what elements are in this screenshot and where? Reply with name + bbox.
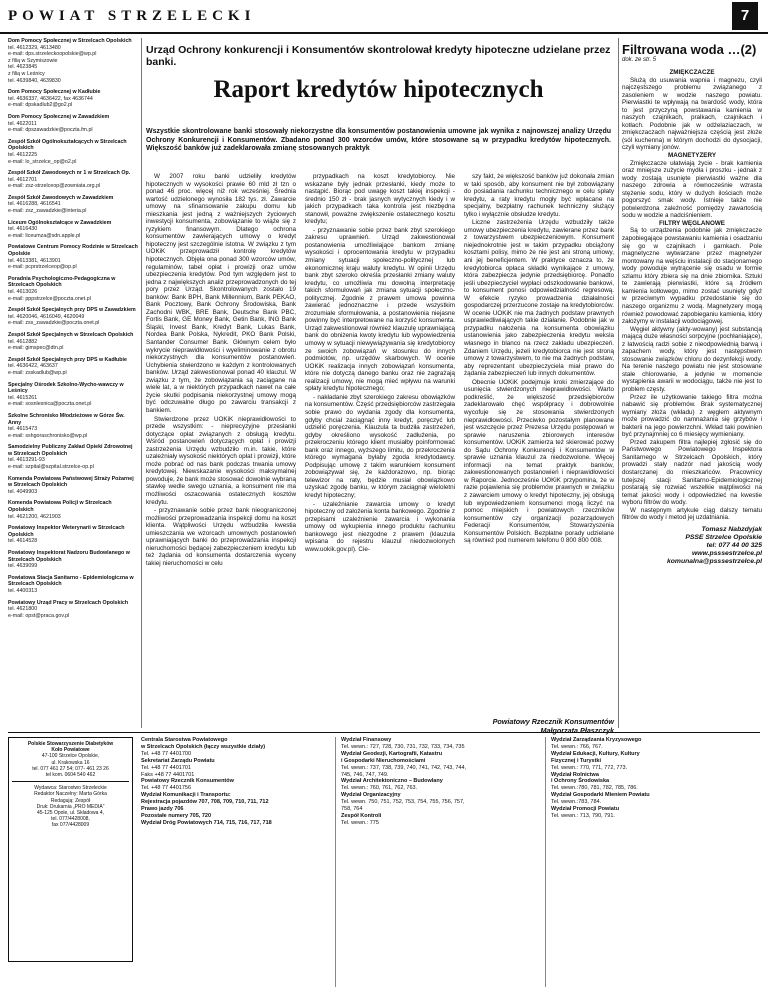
publisher-line: ul. Krakowska 16 [51,759,90,766]
side-signature-line: Tomasz Nabzdyjak [701,525,762,533]
institution-contact: e-mail: opst@praca.gov.pl [8,612,70,619]
article-column-2 [305,173,455,728]
publisher-box [8,737,133,962]
page-header [0,0,768,38]
institution-entry [8,357,138,377]
institution-contact: tel. 4623845 [8,64,38,71]
directory-line: Zespół Kontroli [341,812,382,819]
institution-name: Dom Pomocy Społecznej w Strzelcach Opolskich [8,38,132,44]
institution-contact: tel. 4639099 [8,563,38,570]
institution-contact: tel. 4614528 [8,538,38,545]
institution-entry [8,444,138,470]
directory-line: Pozostałe numery 705, 720 [141,812,212,819]
institution-contact: tel. 4621800 [8,606,38,613]
institution-entry [8,170,138,190]
institution-contact: tel. 4615261 [8,394,38,401]
institution-name: Zespół Szkół Specjalnych przy DPS w Zawadzkiem [8,307,136,314]
institution-entry [8,89,138,109]
institution-contact: e-mail: dpskadlub2@go2.pl [8,102,73,109]
directory-line: Tel. +48 77 4401700 [141,750,192,757]
institution-name: Poradnia Psychologiczno-Pedagogiczna w Strzelcach Opolskich [8,275,116,289]
institution-entry [8,476,138,496]
directory-line: Wydział Finansowy [341,737,392,743]
directory-line: Faks +48 77 4401701 [141,771,195,778]
column-divider [141,38,142,728]
institution-entry [8,114,138,134]
directory-line: Wydział Rolnictwa [551,771,599,778]
institution-name: Zespół Szkół Zawodowych nr 1 w Strzelcach Op. [8,170,131,177]
institution-contact: e-mail: lo_strzelce_op@o2.pl [8,158,77,165]
phone-directory-col-3 [551,737,756,820]
article-paragraph: przypadkach na koszt kredytobiorcy. Nie wskazane były jednak przesłanki, kiedy może to nastąpić. Biorąc pod uwagę koszt takiej inspekcji - średnio 150 zł - brak jasnych wytycznych kiedy i w jakich przypadkach taka kontrola jest niezbędna stanowił, poważne zwiększenie ostatecznego kosztu kredytu; [305,173,455,226]
directory-line: Tel. wewn.: 770, 771, 772, 773. [551,764,628,771]
publisher-line: fax 077/4428009 [51,822,90,829]
directory-line: Wydział Dróg Powiatowych 714, 715, 716, 717, 718 [141,819,272,826]
institution-entry [8,382,138,408]
signature-name: Małgorzata Płaszczyk [540,725,614,735]
directory-line: Tel. +48 77 4401701 [141,764,192,771]
side-paragraph: Służą do usuwania wapnia i magnezu, czyli najczęstszego problemu związanego z zasoleniem w wodzie naszego powiatu. Pierwiastki te wpływają na twardość wody, która to jest przyczyną powstawania kamienia w naszych czajnikach, pralkach, czajnikach i kotłach. Podobnie jak w odżelaziaczach, w zmiękczaczach najważniejsza częścią jest złoże (sól kuchenna) w którym dochodzi do dysocjacji, czyli wymiany jonów. [622,76,762,152]
directory-line: Centrala Starostwa Powiatowego [141,737,228,743]
side-paragraph: W następnym artykule ciąg dalszy tematu filtrów do wody i metod jej uzdatniania. [622,506,762,522]
institution-contact: tel. 4639840, 4639830 [8,77,61,84]
institution-entry [8,550,138,570]
institution-contact: e-mail: zsskadlub@wp.pl [8,369,67,376]
institution-contact: e-mail: zsz-strzelceop@zowniata.org.pl [8,183,101,190]
side-article-signature [622,526,762,566]
directory-line: Tel. +48 77 4401756 [141,785,192,792]
side-paragraph: Przez ile użytkowanie takiego filtra można nabawić się problemów. Brak systematycznej wymiany złoża (wkładu) z węglem aktywnym może prowadzić do namnażania się grzybów i bakterii na jego powierzchni. Wkład taki powinien być przynajmniej co 6 miesięcy wymieniany. [622,393,762,439]
directory-line: Tel. wewn.: 775 [341,819,379,826]
publisher-info [12,785,129,828]
side-article-body [622,69,762,522]
directory-line: Wydział Komunikacji i Transportu: [141,792,231,799]
publisher-line: Druk: Drukarnia „PRO MEDIA” [36,803,105,810]
institution-contact: tel. 4613026 [8,289,38,295]
institution-contact: tel. 4612701 [8,176,38,183]
directory-line: Tel. wewn.:783, 784. [551,799,602,806]
institution-contact: tel. 4616430 [8,226,38,233]
side-signature-line: PSSE Strzelce Opolskie [685,533,762,541]
directory-line: Wydział Promocji Powiatu [551,806,620,813]
institution-contact: e-mail: pppstrzelce@poczta.onet.pl [8,295,91,302]
institution-entry [8,500,138,520]
institution-contact: e-mail: gimspec@dtn.pl [8,345,64,352]
institution-entry [8,332,138,352]
institution-contact: tel. 4622011 [8,120,37,127]
directory-line: Wydział Geodezji, Kartografii, Katastru [341,750,443,757]
institution-entry [8,139,138,165]
directory-line: Rejestracja pojazdów 707, 708, 709, 710, 711, 712 [141,799,269,806]
institution-name: Samodzielny Publiczny Zakład Opieki Zdrowotnej w Strzelcach Opolskich [8,444,133,457]
side-signature-line: tel: 077 44 00 325 [706,541,762,549]
institution-name: Dom Pomocy Społecznej w Zawadzkiem [8,113,110,120]
institution-contact: e-mail: szpital@szpital.strzelce-op.pl [8,464,94,471]
institution-contact: e-mail: dps.strzeleckoopolskie@wp.pl [8,51,97,58]
directory-line: Powiatowy Rzecznik Konsumentów [141,778,234,785]
publisher-line: tel. 077 461 27 54; 077- 461 23 26 [32,765,109,772]
institution-name: Komenda Powiatowa Policji w Strzelcach Opolskich [8,500,112,514]
institution-name: Zespół Szkół Ogólnokształcących w Strzelcach Opolskich [8,138,127,152]
side-paragraph: Zmiękczacze ułatwiają życie - brak kamienia oraz mniejsze zużycie mydła i proszku - jednak z wody zostają usunięte pierwiastki ważne dla naszego zdrowia a równocześnie wzrasta stężenie sodu, który w dużych ilościach może pogorszyć smak wody. Istnieje także nie potwierdzona zależność pomiędzy zawartością sodu w wodzie a nadciśnieniem. [622,159,762,220]
institution-name: Dom Pomocy Społecznej w Kadłubie [8,89,101,96]
institution-entry [8,195,138,215]
directory-line: Wydział Architektoniczno – Budowlany [341,778,443,785]
signature-role: Powiatowy Rzecznik Konsumentów [492,717,614,726]
article-column-1 [146,173,296,728]
institution-contact: z filią w Szymiszowie [8,57,58,64]
directory-line: Wydział Edukacji, Kultury, Kultury [551,750,640,757]
side-subheading: FILTRY WĘGLANOWE [659,219,725,227]
directory-line: Tel. wewn.: 737, 738, 739, 740, 741, 742, 743, 744, [341,764,467,771]
institution-entry [8,525,138,545]
institution-contact: tel. 4636422, 463637 [8,363,58,370]
publisher-line: Redagują: Zespół [50,797,91,804]
publisher-line: Polskie Stowarzyszenie Diabetyków [27,741,114,747]
directory-line: Tel. wewn.: 727, 728, 730, 731, 732, 733, 734, 735 [341,743,465,750]
publisher-line: 45-125 Opole, ul. Składowa 4, [37,810,104,817]
article-paragraph: Liczne zastrzeżenia Urzędu wzbudziły także umowy ubezpieczenia kredytu, zawierane przez bank z towarzystwem ubezpieczeniowym. Konsument niejednokrotnie jest w takim przypadku obciążony kosztami polisy, mimo że nie jest ani stroną umowy, ani jej beneficjentem. W praktyce oznacza to, że kredytobiorca opłaca składki wynikające z umowy, która zabezpiecza jedynie przedsiębiorcę. Ponadto jeśli ubezpieczyciel wypłaci odszkodowanie bankowi, to konsument ponosi odpowiedzialność regresową. W efekcie ryzyko prowadzenia działalności gospodarczej przerzucone zostaje na kredytobiorców. W ocenie UOKiK nie ma żadnych podstaw prawnych usprawiedliwiających takie działanie. Podobnie jak w przypadku nałożenia na konsumenta obowiązku ustanowienia jako zabezpieczenia kredytu weksla własnego in blanco na rzecz zakładu ubezpieczeń. Zdaniem Urzędu, jeżeli kredytobiorca nie jest stroną umowy z towarzystwem, to nie ma żadnych podstaw, aby reprezentant ubezpieczyciela miał prawo do żądania zabezpieczeń lub innych dokumentów. [464,219,614,378]
side-subheading: MAGNETYZERY [667,152,717,160]
institution-contact: e-mail: dpszawadzkie@poczta.fm.pl [8,127,93,134]
side-paragraph: Są to urządzenia podobnie jak zmiękczacze zapobiegające powstawaniu kamienia i osadzaniu się go w czajnikach i garnkach. Pole magnetyczne wytwarzane przez magnetyzer montowany na wejściu instalacji do stacjonarnego wody powoduje wytrącenie się osadu w formie szlamu który zbiera się na dnie zbiornika. Sztuki te zawierają pierwiastki, które są źródłem kamienia kotłowego, mimo zostać usunięty gdyż w przeciwnym wypadku przedostanie się do naszego organizmu z wodą. Magnetyzery mogą również powodować zapobieganiu kamienia, który założymy w instalacji wodociągowej. [622,227,762,326]
footer-directory [8,732,760,988]
institution-contact: tel. 4612329, 4613480 [8,44,61,51]
institution-entry [8,307,138,327]
institution-name: Powiatowy Urząd Pracy w Strzelcach Opolskich [8,599,129,606]
institution-contact: tel. 4613291-93 [8,457,45,464]
phone-directory-col-1 [141,737,331,827]
newspaper-title: POWIAT STRZELECKI [8,8,256,24]
institution-entry [8,276,138,302]
side-paragraph: Węgiel aktywny (akty-wowany) jest substancją mającą duże własności sorpcyjne (pochłaniające), z łatwością radzi sobie z nieodpowiednią barwą i zapachem wody, który jest następstwem stosowanie związków chloru do dezynfekcji wody. Na terenie naszego powiatu nie jest stosowane stałe chlorowanie, a jedynie w momencie wystąpienia awarii w wodociągu, także nie jest to problem częsty. [622,325,762,393]
institution-contact: tel. 4400313 [8,587,38,594]
institution-contact: e-mail: pcprstrzelceop@op.pl [8,264,77,271]
footer-divider [335,737,336,987]
article-paragraph: - przyznawanie sobie przez bank nieograniczonej możliwości przeprowadzania inspekcji domu na koszt klienta. Wątpliwości Urzędu wzbudziła kwestia umieszczania we wzorcach umownych postanowień uprawniających banki do przeprowadzania inspekcji nieruchomości będącej zabezpieczeniem kredytu lub też żądania od konsumenta dostarczenia wyceny takiej nieruchomości w celu [146,507,296,567]
article-paragraph: Obecnie UOKiK podejmuje kroki zmierzające do usunięcia stwierdzonych nieprawidłowości. Warto podkreślić, że większość przedsiębiorców zadeklarowało chęć współpracy i dobrowolnie wycofuje się ze stosowania stwierdzonych nieprawidłowości. Przeciwko pozostałym planowane jest wszczęcie przez Prezesa Urzędu postępowań w sprawie naruszenia zbiorowych interesów konsumentów. UOKiK zamierza też skierować pozwy do Sądu Ochrony Konkurencji i Konsumentów w sprawie uznania klauzul za niedozwolone. Więcej informacji na temat praktyk banków, zakwestionowanych postanowień i nieprawidłowości w Raporcie. Jednocześnie UOKiK przypomina, że w razie pojawienia się problemów prawnych w związku z zawarciem umowy o kredyt hipoteczny, jej obsługą lub wypowiedzeniem konsumenci mogą liczyć na pomoc miejskich i powiatowych rzeczników konsumentów czy organizacji pozarządowych Federacji Konsumentów, Stowarzyszenia Konsumentów Polskich. Bezpłatne porady udzielane są również pod numerem telefonu 0 800 800 008. [464,378,614,545]
institution-name: Szkolne Schronisko Młodzieżowe w Górze Św. Anny [8,412,125,426]
institution-name: Liceum Ogólnokształcące w Zawadzkiem [8,219,112,226]
directory-line: 758, 764 [341,806,363,813]
institution-name: Zespół Szkół Specjalnych w Strzelcach Opolskich [8,331,134,338]
institution-contact: tel. 4613381, 4613901 [8,257,61,264]
institution-entry [8,220,138,240]
publisher-line: 47-100 Strzelce Opolskie, [41,753,100,760]
side-signature-line: www.psssestrzelce.pl [691,549,762,557]
directory-line: 745, 746, 747, 749. [341,771,389,778]
publisher-line: tel. 077/4428008, [51,816,90,823]
directory-line: Wydział Gospodarki Mieniem Powiatu [551,792,650,799]
institution-name: Powiatowy Inspektorat Nadzoru Budowlanego w Strzelcach Opolskich [8,550,130,563]
institution-contact: tel. 4636337, 4636422, fax 4636744 [8,95,93,102]
institution-contact: tel. 4621200, 4621903 [8,513,61,520]
side-subheading: ZMIĘKCZACZE [669,69,715,76]
publisher-line: Koło Powiatowe [51,747,90,754]
article-column-3 [464,173,614,728]
directory-line: Wydział Zarządzania Kryzysowego [551,737,642,743]
side-signature-line: komunalna@psssestrzelce.pl [666,557,762,565]
article-paragraph: Stwierdzone przez UOKiK nieprawidłowości to przede wszystkim: - nieprecyzyjne przesłanki dotyczące opłat związanych z obsługą kredytu. Wśród postanowień dotyczących opłat i prowizji zastrzeżenia Urzędu wzbudziło m.in. takie, które uzależniały wysokość niektórych opłat i prowizji, które może pobrać od nas bank podczas trwania umowy kredytowej. Niewskazanie wysokości maksymalnej powoduje, że bank może stosować dowolnie wybraną stawkę wedle swego uznania, a konsument nie ma możliwości oszacowania ostatecznych kosztów kredytu. [146,415,296,506]
article-kicker: Urząd Ochrony konkurencji i Konsumentów skontrolował kredyty hipoteczne udzielane przez banki. [146,44,611,68]
institution-name: Powiatowe Centrum Pomocy Rodzinie w Strzelcach Opolskie [8,244,138,258]
institution-name: Zespół Szkół Specjalnych przy DPS w Kadłubie [8,356,127,363]
institution-contact: e-mail: zss_zawadzkie@poczta.onet.pl [8,320,100,327]
article-paragraph: - nakładanie zbyt szerokiego zakresu obowiązków na konsumentów. Część przedsiębiorców zastrzegała sobie prawo do wydania zgody dla konsumenta, gdyby chciał zaciągnąć inny kredyt, poręczyć lub udzielić poręczenia. Klauzula ta budziła zastrzeżeń, gdyby określiono wysokość zadłużenia, po przekroczeniu którego klient musiałby poinformować bank oraz innego, wyższego limitu, do przekroczenia którego wymagana byłaby zgoda kredytodawcy. Podpisując umowę z takim warunkiem konsument zobowiązywał się, że każdorazowo, np. biorąc telewizor na raty, będzie musiał obowiązkowo uzyskać zgodę banku, w którym zaciągnął wieloletni kredyt hipoteczny; [305,393,455,499]
directory-line: Tel. wewn.:780, 781, 782, 785, 786. [551,785,638,792]
side-article-continued: dok. ze str. 5 [622,57,657,63]
side-paragraph: Przed zakupem filtra najlepiej zgłosić się do Państwowego Powiatowego Inspektora Sanitarnego w Strzelcach Opolskich, który prowadzi stały nadzór nad jakością wody dostarczanej do mieszkańców. Pracownicy tutejszej stacji Sanitarno-Epidemiologicznej postarają się rozwiać wszelkie wątpliwości na temat jakości wody i odpowiedzieć na kwestie wyboru filtrów do wody. [622,438,762,507]
institution-contact: tel. 4620046, 4616049, 4620049 [8,313,85,320]
directory-line: Wydział Organizacyjny [341,792,401,799]
institution-contact: tel. 4615473 [8,426,38,433]
publisher-line: Wydawca: Starostwo Strzeleckie [34,785,107,792]
institution-name: Zespół Szkół Zawodowych w Zawadzkiem [8,194,114,201]
institution-entry [8,38,138,84]
directory-line: Tel. wewn.: 713, 790, 791. [551,812,615,819]
article-paragraph: W 2007 roku banki udzieliły kredytów hipotecznych w wysokości prawie 60 mld zł tzn o ponad 46 proc. więcej niż rok wcześniej. Średnia wartość udzielonego wynosiła 182 tys. zł. Zawarcie umowy na sfinansowanie zakupu domu lub mieszkania jest jedną z ważniejszych życiowych inwestycji konsumenta, zobowiązanie to wiąże się z ryzykiem finansowym. Dlatego ochrona konsumentów zawierających umowy o kredyt hipoteczny jest szczególnie istotna. W związku z tym UOKiK przeprowadził kontrolę kredytów hipotecznych. Objęła ona ponad 300 wzorców umów, regulaminów, tabel opłat i prowizji oraz umów ubezpieczenia kredytów. Pod tym względem jest to jedna z największych analiz przeprowadzonych do tej pory przez Urząd. Skontrolowanych zostało 19 banków: Bank BPH, Bank Millennium, Bank PEKAO, Bank Pocztowy, Bank Ochrony Środowiska, Bank Zachodni WBK, BRE Bank, Deutsche Bank PBC, Fortis Bank, GE Money Bank, Getin Bank, ING Bank Śląski, Invest Bank, Kredyt Bank, Lukas Bank, Nordea Bank Polska, Nykredit, PKO Bank Polski, Santander Consumer Bank. Głównym celem było wykrycie nieprawidłowości i wyeliminowanie z obrotu niekorzystnych dla konsumentów postanowień. Uchybienia stwierdzono w każdym z kontrolowanych banków. Urząd zakwestionował ponad 40 klauzul. W związku z tym, że zobowiązania są zaciągane na wiele lat, a w niektórych przypadkach nawet na całe życie skutki podpisania niekorzystnej umowy mogą być odczuwalne długo po zawarciu transakcji z bankiem. [146,173,296,414]
institution-contact: e-mail: sshgoraschronisko@wp.pl [8,432,88,439]
directory-line: i Gospodarki Nieruchomościami [341,757,426,764]
phone-directory-col-2 [341,737,541,827]
directory-line: Tel. wewn.: 766, 767. [551,743,603,750]
institution-entry [8,413,138,439]
article-paragraph: - przyznawanie sobie przez bank zbyt szerokiego zakresu uprawnień. Urząd zakwestionował postanowienia umożliwiające bankom zmianę wysokości i oprocentowania kredytu w przypadku zmiany sytuacji społeczno-politycznej lub ekonomicznej kraju waluty kredytu. W opinii Urzędu bank zbyt szeroko określa przesłanki zmiany waluty kredytu, co umożliwia mu dowolną interpretację takich sformułowań jak zmiana sytuacji społeczno-politycznej. Zgodnie z prawem umowa powinna zawierać jednoznaczne i przede wszystkim zrozumiałe sformułowania, a postanowienia niejasne powinny być interpretowane na korzyść konsumenta. Urząd zakwestionował również klauzulę uprawniającą bank do obniżenia kwoty kredytu lub wypowiedzenia umowy w sytuacji niewywiązywania się kredytobiorcy ze swoich zobowiązań w stosunku do innych podmiotów, np. urzędów skarbowych. W ocenie UOKiK realizacja innych zobowiązań konsumenta, które nie dotyczą danego banku oraz nie zagrażają realizacji umowy, nie mogą mieć wpływu na warunki spłaty kredytu hipotecznego; [305,226,455,393]
institution-contact: z filią w Leśnicy [8,70,45,77]
directory-line: Fizycznej i Turystki [551,757,602,764]
institution-contact: e-mail: zsz_zawadzkie@interia.pl [8,208,87,215]
page-number: 7 [732,2,758,30]
association-info [12,741,129,778]
institution-contact: tel. 4612225 [8,151,38,158]
publisher-line: tel kom. 0604 540 462 [45,772,96,779]
column-divider-right [618,38,619,728]
directory-line: Prawo jazdy 706 [141,806,184,813]
institution-entry [8,244,138,270]
institution-contact: tel. 4049903 [8,488,38,495]
article-paragraph: - uzależnianie zawarcia umowy o kredyt hipoteczny od założenia konta bankowego. Zgodnie z przepisami uzależnienie zawarcia i wykonania umowy od wykupienia innego produktu rachunku bankowego jest niezgodne z prawem (klauzula wpisana do rejestru klauzul niedozwolonych www.uokik.gov.pl). Cie- [305,500,455,553]
directory-line: Sekretariat Zarządu Powiatu [141,757,215,764]
publisher-line: Redaktor Naczelny: Marta Górka [34,791,107,798]
institution-name: Komenda Powiatowa Państwowej Straży Pożarnej w Strzelcach Opolskich [8,475,134,489]
institution-contact: tel. 4616288, 4616541 [8,201,61,208]
institution-contact: e-mail: sosnlesnica@poczta.onet.pl [8,401,92,408]
institution-entry [8,575,138,595]
directory-line: w Strzelcach Opolskich (łączy wszystkie działy) [141,743,266,750]
institution-name: Powiatowa Stacja Sanitarno - Epidemiologiczna w Strzelcach Opolskich [8,574,134,588]
side-article-title: Filtrowana woda …(2) [622,42,757,57]
directory-line: Tel. wewn. 750, 751, 752, 753, 754, 755, 756, 757, [341,799,465,806]
institution-contact: e-mail: liceumza@sdn.apple.pl [8,232,81,239]
side-article [622,42,762,722]
directory-line: i Ochrony Środowiska [551,778,610,785]
article-lead: Wszystkie skontrolowane banki stosowały niekorzystne dla konsumentów postanowienia umowne jak wynika z najnowszej analizy Urzędu Ochrony Konkurencji i Konsumentów. Zbadano ponad 300 wzorców umów, które stosowane są w przypadku kredytów hipotecznych. Większość banków już zadeklarowała zmianę stosowanych praktyk [146,128,611,153]
footer-divider [545,737,546,987]
institutions-sidebar [8,38,138,728]
institution-contact: tel. 4612882 [8,338,38,345]
institution-name: Powiatowy Inspektor Weterynarii w Strzelcach Opolskich [8,525,125,538]
article-title: Raport kredytów hipotecznych [213,76,544,103]
article-paragraph: szy fakt, że większość banków już dokonała zmian w taki sposób, aby konsument nie był zobowiązany do posiadania rachunku technicznego w celu spłaty kredytu, a raty kredytu mogły być wpłacane na specjalny, bezpłatny rachunek techniczny służący tylko i wyłącznie obsłudze kredytu. [464,173,614,218]
directory-line: Tel. wewn.: 760, 761, 762, 763. [341,785,418,792]
header-rule [0,32,768,34]
institution-entry [8,600,138,620]
institution-name: Specjalny Ośrodek Szkolno-Wycho-wawczy w Leśnicy [8,381,124,395]
